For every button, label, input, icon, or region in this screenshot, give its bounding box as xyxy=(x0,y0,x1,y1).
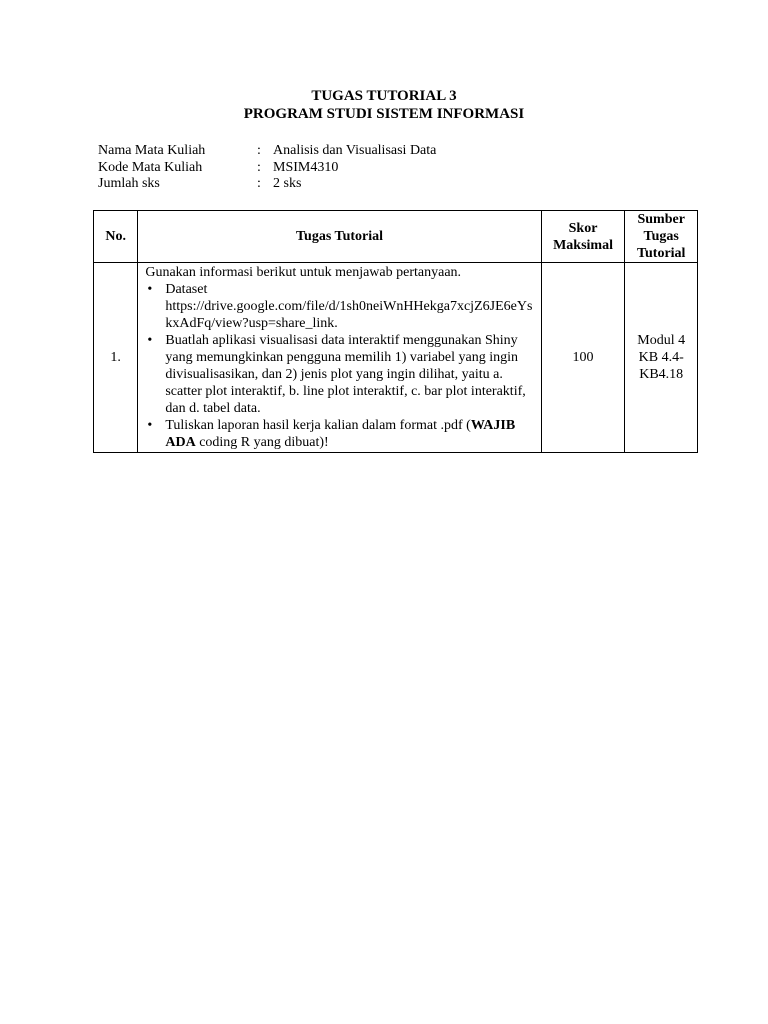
header-no: No. xyxy=(94,211,138,263)
info-row-course-code xyxy=(98,160,436,177)
tutorial-table xyxy=(93,210,698,453)
source-line: Modul 4 xyxy=(637,333,686,348)
info-colon: : xyxy=(257,159,261,175)
table-header-row xyxy=(94,211,698,263)
info-row-course-name xyxy=(98,143,436,160)
dataset-label: Dataset xyxy=(165,282,208,297)
table-row xyxy=(94,263,698,453)
bullet-icon: • xyxy=(147,282,153,297)
source-line: KB4.18 xyxy=(639,367,684,382)
info-row-credits xyxy=(98,176,436,193)
header-source-line: Tutorial xyxy=(636,246,686,261)
list-item xyxy=(145,281,536,332)
header-source-line: Tugas xyxy=(643,229,679,244)
header-source xyxy=(625,211,698,263)
header-skor: Skor Maksimal xyxy=(541,211,625,263)
dataset-link[interactable]: https://drive.google.com/file/d/1sh0neiWnHHekga7xcjZ6JE6eYskxAdFq/view?usp=share_link. xyxy=(165,299,533,331)
task-cell xyxy=(138,263,541,453)
info-value: Analisis dan Visualisasi Data xyxy=(273,143,437,158)
info-value: 2 sks xyxy=(273,176,302,191)
list-item xyxy=(145,417,536,451)
task-instruction: Buatlah aplikasi visualisasi data interaktif menggunakan Shiny yang memungkinkan pengguna memilih 1) variabel yang ingin divisualisasikan, dan 2) jenis plot yang ingin dilihat, yaitu a. scatter plot interaktif, b. line plot interaktif, c. bar plot interaktif, dan d. tabel data. xyxy=(165,333,526,416)
document-title: TUGAS TUTORIAL 3 xyxy=(311,88,457,104)
task-intro: Gunakan informasi berikut untuk menjawab pertanyaan. xyxy=(145,265,462,280)
info-colon: : xyxy=(257,176,261,191)
info-colon: : xyxy=(257,143,261,158)
info-value: MSIM4310 xyxy=(273,159,339,175)
program-title: PROGRAM STUDI SISTEM INFORMASI xyxy=(243,106,525,122)
report-instruction-end: coding R yang dibuat)! xyxy=(195,435,329,450)
header-task: Tugas Tutorial xyxy=(138,211,541,263)
row-number: 1. xyxy=(94,263,138,453)
source-cell xyxy=(625,263,698,453)
bullet-icon: • xyxy=(147,418,153,433)
list-item xyxy=(145,332,536,417)
info-label: Jumlah sks xyxy=(98,176,160,191)
course-info xyxy=(98,143,436,193)
report-instruction: Tuliskan laporan hasil kerja kalian dalam format .pdf ( xyxy=(165,418,471,433)
max-score: 100 xyxy=(541,263,625,453)
bullet-icon: • xyxy=(147,333,153,348)
task-bullet-list xyxy=(145,281,536,451)
info-label: Nama Mata Kuliah xyxy=(98,143,206,158)
info-label: Kode Mata Kuliah xyxy=(98,159,203,175)
header-source-line: Sumber xyxy=(637,212,685,227)
report-emphasis: WAJIB ADA xyxy=(165,418,516,450)
source-line: KB 4.4- xyxy=(638,350,684,365)
